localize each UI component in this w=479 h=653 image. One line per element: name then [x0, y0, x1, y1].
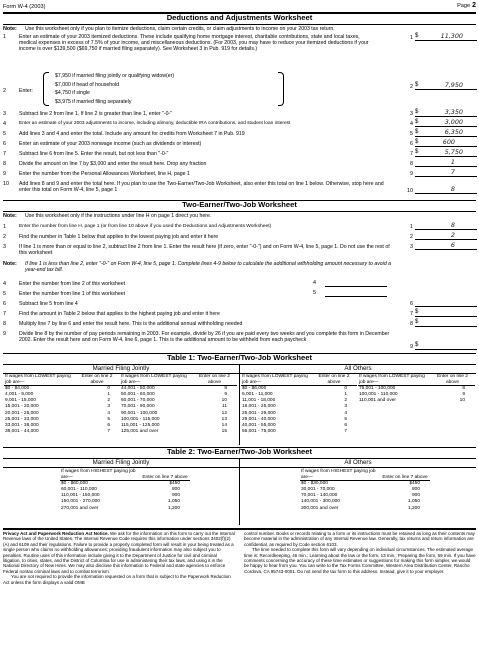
enter-value-cell: 0 [344, 386, 347, 392]
two-earner-line-4 [3, 281, 476, 290]
enter-value-cell: 4 [107, 410, 110, 416]
line-10-amount[interactable] [415, 185, 477, 194]
wage-range-cell: 4,001 - 9,000 [5, 392, 34, 398]
line-text: Multiply line 7 by line 6 and enter the result here. This is the additional annual withholding needed [19, 321, 243, 327]
line-text: Subtract line 2 from line 1. If line 2 is greater than line 1, enter "-0-" [19, 111, 173, 117]
handwritten-value: 8 [450, 185, 455, 194]
wage-range-cell: $0 - $6,000 [242, 386, 267, 392]
note-label: Note: [3, 26, 17, 32]
enter-value-cell: 1 [107, 392, 110, 398]
wage-range-cell: 38,001 - 44,000 [5, 428, 39, 434]
line-number: 3 [3, 111, 6, 117]
enter-value-cell: 8 [462, 386, 465, 392]
line-ref-number: 6 [410, 301, 413, 307]
paperwork-text: You are not required to provide the information requested on a form that is subject to the Paperwork Reduction Act unless the form displays a valid OMB [3, 574, 231, 585]
wage-range-cell: 100,001 - 110,000 [359, 392, 398, 398]
footer-right-column [244, 531, 476, 574]
te-line-5-amount[interactable]: 5 [325, 289, 387, 297]
line-number: 7 [3, 151, 6, 157]
line-text: If line 1 is more than or equal to line 2, subtract line 2 from line 1. Enter the result here (if zero, enter "-0-") and on Form W-4, line 5, page 1. Do not use the rest of this worksheet [19, 244, 390, 257]
enter-value-cell: 900 [171, 493, 180, 499]
line-ref-number: 6 [410, 141, 413, 147]
wage-range-cell: 25,001 - 29,000 [242, 410, 276, 416]
col-head-enter: Enter on line 2 above [318, 374, 350, 385]
line-number: 8 [3, 321, 6, 327]
line-ref-number: 7 [410, 151, 413, 157]
enter-value-cell: 5 [344, 416, 347, 422]
line-ref-number: 10 [407, 188, 413, 194]
enter-value-cell: 1,200 [407, 505, 420, 511]
line-number: 3 [3, 244, 6, 250]
line-ref-number: 7 [410, 311, 413, 317]
line-text: Enter the number from line H, page 1 (or from line 10 above if you used the Deductions and Adjustments Worksheet) [19, 224, 272, 229]
enter-value-cell: 7 [107, 428, 110, 434]
table1-others-right [358, 374, 475, 404]
handwritten-value: 600 [442, 138, 455, 147]
table2-mfj-row [60, 506, 190, 512]
line-ref-number: 9 [410, 344, 413, 350]
line-number: 7 [3, 311, 6, 317]
wage-range-cell: 15,001 - 20,000 [5, 404, 39, 410]
wage-range-cell: 75,001 - 100,000 [359, 386, 396, 392]
wage-range-cell: 29,001 - 40,000 [242, 416, 276, 422]
two-earner-line-3 [3, 241, 476, 260]
handwritten-value: 7,950 [444, 81, 463, 90]
enter-value-cell: $450 [409, 481, 420, 487]
page-number-value: 2 [472, 2, 476, 9]
line-ref-number: 9 [410, 171, 413, 177]
wage-range-cell: 18,001 - 25,000 [242, 404, 276, 410]
line-ref-number: 3 [410, 111, 413, 117]
te-line-4-amount[interactable]: 4 [325, 279, 387, 287]
line-number: 5 [3, 291, 6, 297]
footer-left-column [3, 531, 235, 585]
enter-value-cell: 11 [222, 404, 227, 410]
table2-center-divider [239, 459, 240, 525]
note-text: If line 1 is less than line 2, enter "-0-" on Form W-4, line 5, page 1. Complete lines 4-9 below to calculate the additional withholding amount necessary to avoid a year-end tax bill. [25, 261, 392, 274]
line-number: 4 [3, 281, 6, 287]
te-line-2-amount[interactable] [415, 231, 477, 240]
right-brace [278, 72, 284, 106]
line-1-amount[interactable]: $ 11,300 [415, 32, 477, 41]
line-ref-number: 2 [410, 84, 413, 90]
wage-range-cell: 110,001 and over [359, 398, 396, 404]
table2-others-row [300, 506, 430, 512]
line-ref-number: 8 [410, 321, 413, 327]
page-word: Page [457, 3, 471, 9]
privacy-act-heading: Privacy Act and Paperwork Reduction Act Notice. [3, 531, 109, 536]
enter-label: Enter: [19, 88, 33, 94]
line-text: Subtract line 5 from line 4 [19, 301, 78, 307]
line-text: Enter the number from line 1 of this worksheet [19, 291, 126, 297]
table2-others [300, 469, 430, 512]
col-head-wages: If wages from LOWEST paying job are— [5, 374, 71, 385]
deductions-line-2 [3, 72, 476, 108]
handwritten-value: 11,300 [440, 32, 463, 41]
col-head-enter: Enter on line 2 above [199, 374, 230, 385]
col-head-enter: Enter on line 2 above [437, 374, 468, 385]
handwritten-value: 1 [450, 158, 455, 167]
wage-range-cell: 60,001 - 110,000 [61, 487, 97, 493]
enter-value-cell: 15 [221, 428, 227, 434]
table2-mfj-title: Married Filing Jointly [92, 459, 150, 466]
te-line-3-amount[interactable] [415, 241, 477, 250]
enter-value-cell: 12 [221, 410, 227, 416]
footer-rule [3, 528, 476, 530]
enter-value-cell: 1,200 [167, 505, 180, 511]
col-head-enter: Enter on line 2 above [81, 374, 113, 385]
line-ref-number: 1 [410, 224, 413, 230]
te-line-7-amount[interactable]: $ [415, 308, 477, 317]
enter-value-cell: 900 [411, 493, 420, 499]
te-line-8-amount[interactable]: $ [415, 318, 477, 327]
deductions-line-4 [3, 118, 476, 130]
enter-value-cell: 800 [411, 487, 420, 493]
table2-others-title: All Others [344, 459, 372, 466]
line-text: Enter an estimate of your 2003 adjustments to income, including alimony, deductible IRA contributions, and student loan interest [19, 121, 291, 126]
two-earner-line-6 [3, 301, 476, 310]
deductions-line-1 [3, 34, 476, 72]
line-ref-number: 8 [410, 161, 413, 167]
line-number: 10 [3, 181, 9, 187]
enter-value-cell: 3 [107, 404, 110, 410]
handwritten-value: 8 [450, 221, 455, 230]
option-hoh: $7,000 if head of household [55, 81, 120, 88]
wage-range-cell: 50,001 - 60,000 [121, 392, 155, 398]
note-text: Use this worksheet only if you plan to itemize deductions, claim certain credits, or claim adjustments to income on your 2003 tax return. [25, 26, 335, 32]
enter-value-cell: 9 [224, 392, 227, 398]
two-earner-line-9 [3, 331, 476, 353]
filing-status-options [55, 73, 174, 107]
wage-range-cell: 270,001 and over [61, 505, 99, 511]
enter-value-cell: 1,050 [167, 499, 180, 505]
line-6-amount[interactable]: $ 600 [415, 138, 477, 147]
te-line-1-amount[interactable] [415, 221, 477, 230]
col-head-wages: If wages from HIGHEST paying job are— [61, 469, 136, 480]
table1-mfj-row [120, 429, 237, 435]
table2-mfj [60, 469, 190, 512]
line-text: Add lines 3 and 4 and enter the total. Include any amount for credits from Worksheet 7 in Pub. 919 [19, 131, 245, 137]
table1-mfj-row [4, 429, 120, 435]
wage-range-cell: 9,001 - 15,000 [5, 398, 36, 404]
wage-range-cell: $0 - $30,000 [301, 481, 328, 487]
handwritten-value: 5,750 [444, 148, 463, 157]
handwritten-value: 7 [450, 168, 455, 177]
enter-value-cell: 1,050 [407, 499, 420, 505]
line-ref-number: 5 [410, 131, 413, 137]
line-text: Enter the number from the Personal Allowances Worksheet, line H, page 1 [19, 171, 190, 177]
wage-range-cell: $0 - $4,000 [5, 386, 30, 392]
handwritten-value: 3,350 [444, 108, 463, 117]
two-earner-line-1 [3, 221, 476, 233]
wage-range-cell: 90,001 - 100,000 [121, 410, 158, 416]
wage-range-cell: 60,001 - 70,000 [121, 398, 155, 404]
wage-range-cell: 70,001 - 140,000 [301, 493, 338, 499]
two-earner-line-8 [3, 318, 476, 330]
line-number: 4 [3, 121, 6, 127]
enter-value-cell: 3 [344, 404, 347, 410]
wage-range-cell: 25,001 - 33,000 [5, 416, 39, 422]
line-number: 5 [3, 131, 6, 137]
deductions-line-7 [3, 148, 476, 160]
enter-value-cell: 5 [107, 416, 110, 422]
deductions-title: Deductions and Adjustments Worksheet [166, 13, 313, 22]
wage-range-cell: 110,001 - 150,000 [61, 493, 100, 499]
line-ref-number: 4 [410, 121, 413, 127]
wage-range-cell: 33,001 - 38,000 [5, 422, 39, 428]
line-number: 9 [3, 171, 6, 177]
deductions-title-rule [3, 24, 476, 25]
records-text: control number. Books or records relating to a form or its instructions must be retained as long as their contents may become material in the administration of any Internal Revenue law. Generally, tax returns and return information are confidential, as required by Code section 6103. [244, 531, 475, 547]
line-ref-number: 3 [410, 244, 413, 250]
wage-range-cell: 30,001 - 70,000 [301, 487, 335, 493]
wage-range-cell: 44,001 - 50,000 [121, 386, 155, 392]
deductions-line-9 [3, 168, 476, 180]
col-head-wages: If wages from LOWEST paying job are— [242, 374, 308, 385]
table1-others-row [241, 429, 357, 435]
col-head-wages: If wages from HIGHEST paying job are— [301, 469, 376, 480]
line-number: 1 [3, 34, 6, 40]
enter-value-cell: 2 [344, 398, 347, 404]
two-earner-title-rule [3, 211, 476, 212]
enter-value-cell: 1 [344, 392, 347, 398]
enter-value-cell: 14 [221, 422, 227, 428]
line-text: Find the amount in Table 2 below that applies to the highest paying job and enter it here [19, 311, 220, 317]
line-ref-number: 1 [410, 35, 413, 41]
line-text: Divide the amount on line 7 by $3,000 and enter the result here. Drop any fraction [19, 161, 207, 167]
deductions-line-6 [3, 138, 476, 150]
line-number: 6 [3, 301, 6, 307]
wage-range-cell: 20,001 - 25,000 [5, 410, 39, 416]
enter-value-cell: 8 [224, 386, 227, 392]
table1-mfj-right [120, 374, 237, 435]
enter-value-cell: 6 [344, 422, 347, 428]
line-5-amount[interactable]: $ 6,350 [415, 128, 477, 137]
table1-others-title: All Others [344, 365, 372, 372]
table1-mfj-left [4, 374, 120, 435]
deductions-line-5 [3, 128, 476, 140]
time-estimate-text: The time needed to complete this form will vary depending on individual circumstances. The estimated average time is: Recordkeeping, 46 min.; Learning about the law or the form, 13 min.; Preparing the form, 59 min. If you have comments concerning the accuracy of these time estimates or suggestions for making this form simpler, we would be happy to hear from you. You can write to the Tax Forms Committee, Western Area Distribution Center, Rancho Cordova, CA 95743-0001. Do not send the tax form to this address. Instead, give it to your employer. [244, 547, 476, 574]
wage-range-cell: 140,001 - 300,000 [301, 499, 340, 505]
two-earner-line-5 [3, 291, 476, 300]
wage-range-cell: 300,001 and over [301, 505, 339, 511]
deductions-line-8 [3, 158, 476, 170]
line-text: Find the number in Table 1 below that applies to the lowest paying job and enter it here [19, 234, 219, 240]
wage-range-cell: 70,001 - 90,000 [121, 404, 155, 410]
enter-value-cell: 0 [107, 386, 110, 392]
handwritten-value: 6,350 [444, 128, 463, 137]
line-text: Enter an estimate of your 2003 nonwage income (such as dividends or interest) [19, 141, 202, 147]
col-head-enter: Enter on line 7 above [382, 474, 428, 480]
line-number: 6 [3, 141, 6, 147]
line-ref-number: 2 [410, 234, 413, 240]
line-number: 1 [3, 224, 6, 230]
enter-value-cell: 4 [344, 410, 347, 416]
enter-value-cell: 13 [221, 416, 227, 422]
page-number [457, 2, 476, 10]
wage-range-cell: 115,001 - 125,000 [121, 422, 160, 428]
table2-title: Table 2: Two-Earner/Two-Job Worksheet [166, 447, 312, 456]
wage-range-cell: 150,001 - 270,000 [61, 499, 100, 505]
line-3-amount[interactable]: $ 3,350 [415, 108, 477, 117]
line-text: Divide line 8 by the number of pay periods remaining in 2003. For example, divide by 26 if you are paid every two weeks and you complete this form in December 2002. Enter the result here and on Form W-4, line 6, page 1. This is the additional amount to be withheld from each paycheck [19, 331, 390, 344]
handwritten-value: 2 [450, 231, 455, 240]
table1-others-left [241, 374, 357, 435]
enter-value-cell: 800 [171, 487, 180, 493]
privacy-act-text: We ask for the information on this form to carry out the Internal Revenue laws of the United States. The Internal Revenue Code requires this information under sections 3402(f)(2)(A) and 6109 and their regulations. Failure to provide a properly completed form will result in your being treated as a single person who claims no withholding allowances; providing fraudulent information may also subject you to penalties. Routine uses of this information include giving it to the Department of Justice for civil and criminal litigation, to cities, states, and the District of Columbia for use in administering their tax laws, and using it in the National Directory of New Hires. We may also disclose this information to Federal and state agencies to enforce Federal nontax criminal laws and to combat terrorism. [3, 531, 235, 574]
wage-range-cell: 125,001 and over [121, 428, 159, 434]
line-text: Subtract line 6 from line 5. Enter the result, but not less than "-0-" [19, 151, 169, 157]
deductions-line-10 [3, 181, 476, 197]
enter-value-cell: 6 [107, 422, 110, 428]
col-head-wages: If wages from LOWEST paying job are— [121, 374, 187, 385]
option-single: $4,750 if single [55, 90, 90, 96]
enter-value-cell: 2 [107, 398, 110, 404]
line-4-amount[interactable]: $ 3,000 [415, 118, 477, 127]
deductions-line-3 [3, 108, 476, 120]
two-earner-note-2: Note: If line 1 is less than line 2, enter "-0-" on Form W-4, line 5, page 1. Complete lines 4-9 below to calculate the additional withholding amount necessary to avoid a year-end tax bill. [3, 261, 476, 277]
enter-value-cell: 9 [462, 392, 465, 398]
table1-mfj-title: Married Filing Jointly [92, 365, 150, 372]
line-7-amount[interactable]: $ 5,750 [415, 148, 477, 157]
line-9-amount[interactable] [415, 168, 477, 177]
line-number: 9 [3, 331, 6, 337]
line-text: Enter the number from line 2 of this worksheet [19, 281, 126, 287]
table1-center-divider [239, 365, 240, 445]
table1-others-row [358, 398, 475, 404]
two-earner-line-7 [3, 308, 476, 320]
enter-value-cell: $450 [169, 481, 180, 487]
line-number: 2 [3, 234, 6, 240]
wage-range-cell: 11,001 - 18,000 [242, 398, 276, 404]
wage-range-cell: 40,001 - 55,000 [242, 422, 276, 428]
two-earner-line-2 [3, 231, 476, 243]
wage-range-cell: 55,001 - 75,000 [242, 428, 276, 434]
col-head-wages: If wages from LOWEST paying job are— [359, 374, 425, 385]
option-mfs: $3,975 if married filing separately [55, 98, 132, 105]
line-text: Enter an estimate of your 2003 itemized deductions. These include qualifying home mortgage interest, charitable contributions, state and local taxes, medical expenses in excess of 7.5% of your income, and miscellaneous deductions. (For 2003, you may have to reduce your itemized deductions if your income is over $139,500 ($69,750 if married filing separately). See Worksheet 3 in Pub. 919 for details.) [19, 34, 369, 53]
wage-range-cell: $0 - $60,000 [61, 481, 88, 487]
note-text: Use this worksheet only if the instructions under line H on page 1 direct you here. [25, 213, 212, 219]
form-id: Form W-4 (2003) [3, 4, 46, 10]
enter-value-cell: 7 [344, 428, 347, 434]
two-earner-title: Two-Earner/Two-Job Worksheet [182, 200, 297, 209]
line-number: 2 [3, 88, 6, 94]
handwritten-value: 6 [450, 241, 455, 250]
wage-range-cell: 100,001 - 115,000 [121, 416, 160, 422]
line-number: 8 [3, 161, 6, 167]
handwritten-value: 3,000 [444, 118, 463, 127]
te-line-6-amount[interactable] [415, 298, 477, 307]
line-8-amount[interactable] [415, 158, 477, 167]
left-brace [43, 72, 49, 106]
table1-title: Table 1: Two-Earner/Two-Job Worksheet [166, 353, 312, 362]
option-mfj: $7,950 if married filing jointly or qualifying widow(er) [55, 73, 175, 79]
enter-value-cell: 10 [221, 398, 227, 404]
col-head-enter: Enter on line 7 above [142, 474, 188, 480]
enter-value-cell: 10 [459, 398, 465, 404]
te-line-9-amount[interactable]: $ [415, 341, 477, 350]
page-header [3, 2, 476, 12]
line-2-amount[interactable]: $ 7,950 [415, 81, 477, 90]
wage-range-cell: 6,001 - 11,000 [242, 392, 273, 398]
line-text: Add lines 8 and 9 and enter the total here. If you plan to use the Two-Earner/Two-Job Worksheet, also enter this total on line 1 below. Otherwise, stop here and enter this total on Form W-4, line 5, page 1 [19, 181, 384, 194]
